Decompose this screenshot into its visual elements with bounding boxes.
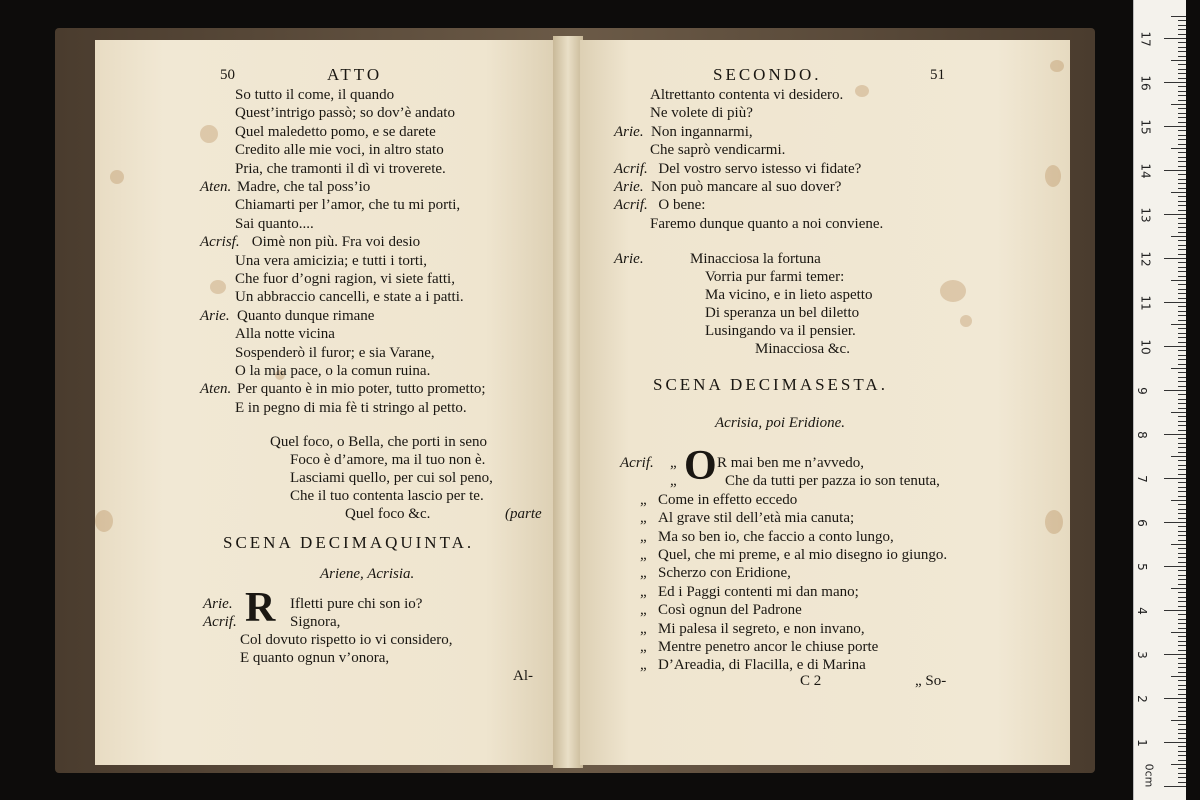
verse-line: Alla notte vicina bbox=[235, 326, 335, 343]
ruler-tick bbox=[1178, 614, 1186, 615]
ruler-tick bbox=[1178, 174, 1186, 175]
ruler-tick bbox=[1178, 56, 1186, 57]
ruler-tick bbox=[1178, 636, 1186, 637]
ruler-tick bbox=[1164, 786, 1186, 787]
ruler-tick bbox=[1164, 38, 1186, 39]
verse-line: Ne volete di più? bbox=[650, 105, 753, 122]
ruler-tick bbox=[1178, 333, 1186, 334]
ruler-tick bbox=[1164, 522, 1186, 523]
ruler-tick bbox=[1164, 302, 1186, 303]
ruler-tick bbox=[1178, 311, 1186, 312]
verse-line: Quel, che mi preme, e al mio disegno io giungo. bbox=[658, 547, 948, 563]
ruler-tick bbox=[1178, 20, 1186, 21]
ruler-tick bbox=[1171, 148, 1186, 149]
quote-mark: „ bbox=[640, 602, 647, 619]
verse-line: Ma so ben io, che faccio a conto lungo, bbox=[658, 528, 894, 545]
ruler-tick bbox=[1164, 82, 1186, 83]
ruler-tick bbox=[1178, 694, 1186, 695]
ruler-tick bbox=[1178, 386, 1186, 387]
ruler-tick bbox=[1178, 135, 1186, 136]
ruler-tick bbox=[1171, 104, 1186, 105]
quote-mark: „ bbox=[640, 565, 647, 582]
ruler-tick bbox=[1178, 267, 1186, 268]
ruler-tick bbox=[1164, 698, 1186, 699]
ruler-tick bbox=[1178, 663, 1186, 664]
ruler-tick bbox=[1178, 196, 1186, 197]
ruler-tick bbox=[1178, 276, 1186, 277]
ruler-tick bbox=[1178, 738, 1186, 739]
ruler-tick bbox=[1178, 42, 1186, 43]
ruler-tick bbox=[1178, 320, 1186, 321]
ruler-tick bbox=[1178, 430, 1186, 431]
ruler-tick bbox=[1178, 465, 1186, 466]
ruler-tick bbox=[1178, 364, 1186, 365]
ruler-tick bbox=[1178, 535, 1186, 536]
ruler-tick bbox=[1178, 183, 1186, 184]
ruler-tick bbox=[1164, 610, 1186, 611]
ruler-tick bbox=[1178, 773, 1186, 774]
ruler-tick bbox=[1171, 192, 1186, 193]
ruler-tick bbox=[1178, 496, 1186, 497]
speaker-label: Arie. bbox=[614, 123, 644, 140]
page-number: 51 bbox=[930, 67, 945, 83]
ruler-number: 16 bbox=[1138, 75, 1153, 91]
ruler-tick bbox=[1178, 218, 1186, 219]
verse-line: O la mia pace, o la comun ruina. bbox=[235, 363, 431, 379]
scene-title: SCENA DECIMAQUINTA. bbox=[223, 533, 475, 552]
quote-mark: „ bbox=[640, 491, 647, 508]
ruler-number: 9 bbox=[1134, 387, 1149, 395]
ruler-tick bbox=[1178, 526, 1186, 527]
ruler-tick bbox=[1178, 606, 1186, 607]
ruler-tick bbox=[1178, 64, 1186, 65]
verse-line: Non ingannarmi, bbox=[651, 123, 753, 140]
verse-line: Che fuor d’ogni ragion, vi siete fatti, bbox=[235, 271, 455, 287]
ruler-tick bbox=[1178, 289, 1186, 290]
ruler-number: 14 bbox=[1138, 163, 1153, 179]
ruler-tick bbox=[1178, 447, 1186, 448]
quote-mark: „ bbox=[640, 547, 647, 563]
ruler-tick bbox=[1178, 504, 1186, 505]
ruler-number: 4 bbox=[1134, 607, 1149, 615]
quote-mark: „ bbox=[640, 620, 647, 637]
quote-mark: „ bbox=[670, 455, 677, 471]
verse-line: Che da tutti per pazza io son tenuta, bbox=[725, 473, 940, 490]
ruler-tick bbox=[1178, 232, 1186, 233]
ruler-tick bbox=[1178, 95, 1186, 96]
catchword: „ So- bbox=[915, 673, 947, 689]
ruler-tick bbox=[1171, 632, 1186, 633]
running-head: ATTO bbox=[327, 65, 383, 84]
verse-line: Una vera amicizia; e tutti i torti, bbox=[235, 252, 428, 269]
verse-line: Così ognun del Padrone bbox=[658, 602, 802, 619]
ruler-tick bbox=[1178, 557, 1186, 558]
ruler-tick bbox=[1178, 51, 1186, 52]
ruler-tick bbox=[1178, 579, 1186, 580]
ruler-tick bbox=[1178, 575, 1186, 576]
ruler-tick bbox=[1178, 592, 1186, 593]
ruler-tick bbox=[1178, 540, 1186, 541]
ruler-tick bbox=[1178, 29, 1186, 30]
ruler-tick bbox=[1178, 729, 1186, 730]
ruler-number: 3 bbox=[1134, 651, 1149, 659]
ruler-number: 15 bbox=[1138, 119, 1153, 135]
exit-direction: (parte bbox=[505, 506, 542, 522]
ruler-tick bbox=[1178, 122, 1186, 123]
ruler-tick bbox=[1171, 764, 1186, 765]
ruler-tick bbox=[1178, 399, 1186, 400]
ruler-tick bbox=[1178, 645, 1186, 646]
aria-line: Lusingando va il pensier. bbox=[705, 323, 856, 339]
drop-cap: R bbox=[245, 585, 276, 631]
ruler-tick bbox=[1171, 368, 1186, 369]
ruler-tick bbox=[1178, 416, 1186, 417]
quote-mark: „ bbox=[640, 583, 647, 600]
ruler-tick bbox=[1178, 179, 1186, 180]
ruler-tick bbox=[1178, 188, 1186, 189]
ruler-tick bbox=[1178, 782, 1186, 783]
right-page bbox=[580, 40, 1070, 765]
verse-line: Un abbraccio cancelli, e state a i patti. bbox=[235, 289, 464, 306]
ruler-unit-label: 0cm bbox=[1142, 763, 1156, 788]
quote-mark: „ bbox=[640, 528, 647, 545]
ruler-tick bbox=[1178, 518, 1186, 519]
ruler-tick bbox=[1178, 73, 1186, 74]
ruler-tick bbox=[1171, 16, 1186, 17]
ruler-tick bbox=[1171, 588, 1186, 589]
aria-line: Vorria pur farmi temer: bbox=[705, 269, 845, 285]
quote-mark: „ bbox=[640, 657, 647, 674]
ruler-tick bbox=[1171, 324, 1186, 325]
verse-line: So tutto il come, il quando bbox=[235, 87, 395, 103]
quote-mark: „ bbox=[640, 510, 647, 527]
ruler-tick bbox=[1178, 355, 1186, 356]
ruler-tick bbox=[1178, 113, 1186, 114]
ruler-number: 10 bbox=[1138, 339, 1153, 355]
ruler-tick bbox=[1178, 293, 1186, 294]
ruler-tick bbox=[1178, 425, 1186, 426]
ruler-tick bbox=[1178, 760, 1186, 761]
ruler-tick bbox=[1178, 658, 1186, 659]
verse-line: Signora, bbox=[290, 614, 341, 630]
ruler-tick bbox=[1178, 25, 1186, 26]
ruler-tick bbox=[1178, 144, 1186, 145]
speaker-label: Aten. bbox=[200, 179, 232, 195]
ruler-tick bbox=[1178, 641, 1186, 642]
ruler-tick bbox=[1178, 152, 1186, 153]
ruler-tick bbox=[1178, 733, 1186, 734]
ruler-number: 8 bbox=[1134, 431, 1149, 439]
ruler-tick bbox=[1178, 680, 1186, 681]
verse-line: E quanto ognun v’onora, bbox=[240, 650, 390, 666]
quote-mark: „ bbox=[640, 639, 647, 655]
ruler-number: 13 bbox=[1138, 207, 1153, 223]
ruler-tick bbox=[1178, 381, 1186, 382]
ruler-tick bbox=[1178, 619, 1186, 620]
ruler-tick bbox=[1164, 390, 1186, 391]
ruler-tick bbox=[1178, 249, 1186, 250]
ruler-tick bbox=[1164, 346, 1186, 347]
ruler-tick bbox=[1178, 315, 1186, 316]
drop-cap: O bbox=[684, 443, 717, 489]
ruler-tick bbox=[1178, 205, 1186, 206]
ruler-tick bbox=[1178, 650, 1186, 651]
ruler-tick bbox=[1178, 509, 1186, 510]
ruler-tick bbox=[1178, 562, 1186, 563]
ruler-tick bbox=[1164, 654, 1186, 655]
verse-line: Quanto dunque rimane bbox=[237, 307, 375, 324]
ruler-tick bbox=[1178, 746, 1186, 747]
verse-line: Sai quanto.... bbox=[235, 215, 314, 232]
page-number: 50 bbox=[220, 67, 235, 83]
verse-line: Quest’intrigo passò; so dov’è andato bbox=[235, 105, 455, 122]
ruler-tick bbox=[1178, 716, 1186, 717]
ruler-tick bbox=[1178, 342, 1186, 343]
ruler-number: 6 bbox=[1134, 519, 1149, 527]
ruler-tick bbox=[1178, 298, 1186, 299]
verse-line: D’Areadia, di Flacilla, e di Marina bbox=[658, 657, 866, 674]
scene-characters: Acrisia, poi Eridione. bbox=[715, 415, 845, 431]
verse-line: Mi palesa il segreto, e non invano, bbox=[658, 620, 865, 637]
ruler-tick bbox=[1178, 570, 1186, 571]
ruler-tick bbox=[1178, 584, 1186, 585]
verse-line: Mentre penetro ancor le chiuse porte bbox=[658, 639, 879, 655]
verse-line: Per quanto è in mio poter, tutto prometto; bbox=[237, 381, 486, 398]
ruler-tick bbox=[1164, 126, 1186, 127]
verse-line: Scherzo con Eridione, bbox=[658, 565, 791, 582]
ruler-tick bbox=[1178, 34, 1186, 35]
ruler-tick bbox=[1178, 474, 1186, 475]
ruler-tick bbox=[1178, 91, 1186, 92]
verse-line: Ed i Paggi contenti mi dan mano; bbox=[658, 583, 859, 600]
ruler-tick bbox=[1164, 742, 1186, 743]
speaker-label: Acrisf. bbox=[200, 234, 240, 251]
verse-line: O bene: bbox=[658, 197, 706, 214]
aria-line: Foco è d’amore, ma il tuo non è. bbox=[290, 452, 486, 468]
scene-title: SCENA DECIMASESTA. bbox=[653, 375, 888, 394]
verse-line: Oimè non più. Fra voi desio bbox=[251, 234, 421, 251]
aria-line: Minacciosa &c. bbox=[755, 341, 850, 357]
ruler-tick bbox=[1178, 768, 1186, 769]
ruler-tick bbox=[1178, 306, 1186, 307]
ruler-tick bbox=[1178, 377, 1186, 378]
ruler-tick bbox=[1178, 667, 1186, 668]
aria-line: Minacciosa la fortuna bbox=[690, 251, 821, 267]
quote-mark: „ bbox=[670, 473, 677, 490]
ruler-tick bbox=[1178, 597, 1186, 598]
ruler-tick bbox=[1178, 777, 1186, 778]
ruler-tick bbox=[1178, 350, 1186, 351]
ruler-tick bbox=[1178, 117, 1186, 118]
ruler-tick bbox=[1171, 60, 1186, 61]
ruler-tick bbox=[1178, 78, 1186, 79]
ruler-tick bbox=[1171, 456, 1186, 457]
speaker-label: Arie. bbox=[614, 179, 644, 195]
ruler-tick bbox=[1178, 227, 1186, 228]
ruler-tick bbox=[1178, 460, 1186, 461]
ruler-tick bbox=[1171, 720, 1186, 721]
speaker-label: Acrif. bbox=[203, 614, 237, 630]
ruler-tick bbox=[1178, 689, 1186, 690]
ruler-tick bbox=[1178, 157, 1186, 158]
verse-line: Come in effetto eccedo bbox=[658, 491, 798, 508]
ruler-tick bbox=[1178, 408, 1186, 409]
ruler-tick bbox=[1178, 482, 1186, 483]
ruler-tick bbox=[1178, 100, 1186, 101]
left-page bbox=[95, 40, 555, 765]
ruler-tick bbox=[1171, 544, 1186, 545]
ruler-tick bbox=[1178, 210, 1186, 211]
ruler-tick bbox=[1178, 245, 1186, 246]
ruler-tick bbox=[1178, 161, 1186, 162]
ruler-tick bbox=[1178, 672, 1186, 673]
ruler-tick bbox=[1178, 328, 1186, 329]
ruler-tick bbox=[1164, 566, 1186, 567]
ruler-tick bbox=[1178, 284, 1186, 285]
speaker-label: Arie. bbox=[200, 307, 230, 324]
speaker-label: Aten. bbox=[200, 381, 232, 398]
scene-characters: Ariene, Acrisia. bbox=[320, 566, 415, 582]
ruler-tick bbox=[1164, 170, 1186, 171]
ruler-tick bbox=[1178, 223, 1186, 224]
ruler-tick bbox=[1178, 438, 1186, 439]
verse-line: Faremo dunque quanto a noi conviene. bbox=[650, 215, 884, 232]
ruler-tick bbox=[1178, 707, 1186, 708]
ruler-tick bbox=[1178, 491, 1186, 492]
aria-line: Di speranza un bel diletto bbox=[705, 305, 860, 321]
ruler-tick bbox=[1178, 702, 1186, 703]
ruler-tick bbox=[1178, 166, 1186, 167]
ruler-tick bbox=[1178, 254, 1186, 255]
ruler-tick bbox=[1178, 262, 1186, 263]
ruler-tick bbox=[1178, 553, 1186, 554]
ruler-number: 2 bbox=[1134, 695, 1149, 703]
ruler-number: 5 bbox=[1134, 563, 1149, 571]
signature-mark: C 2 bbox=[800, 673, 822, 689]
speaker-label: Acrif. bbox=[614, 160, 648, 177]
ruler-tick bbox=[1178, 531, 1186, 532]
ruler-tick bbox=[1178, 240, 1186, 241]
aria-line: Quel foco, o Bella, che porti in seno bbox=[270, 434, 488, 450]
speaker-label: Arie. bbox=[203, 596, 233, 612]
ruler-tick bbox=[1171, 412, 1186, 413]
ruler-tick bbox=[1178, 271, 1186, 272]
verse-line: Madre, che tal poss’io bbox=[237, 179, 371, 195]
ruler-number: 11 bbox=[1138, 295, 1153, 311]
ruler-tick bbox=[1178, 685, 1186, 686]
ruler-tick bbox=[1178, 201, 1186, 202]
ruler-tick bbox=[1178, 108, 1186, 109]
ruler-tick bbox=[1178, 403, 1186, 404]
ruler-number: 12 bbox=[1138, 251, 1153, 267]
verse-line: R mai ben me n’avvedo, bbox=[717, 455, 865, 471]
ruler-tick bbox=[1178, 513, 1186, 514]
ruler-tick bbox=[1178, 628, 1186, 629]
verse-line: E in pegno di mia fè ti stringo al petto. bbox=[235, 399, 467, 416]
ruler-tick bbox=[1178, 751, 1186, 752]
verse-line: Del vostro servo istesso vi fidate? bbox=[658, 160, 862, 177]
ruler-tick bbox=[1178, 372, 1186, 373]
ruler-tick bbox=[1178, 337, 1186, 338]
ruler-number: 1 bbox=[1134, 739, 1149, 747]
ruler-number: 17 bbox=[1138, 31, 1153, 47]
ruler-tick bbox=[1178, 421, 1186, 422]
verse-line: Col dovuto rispetto io vi considero, bbox=[240, 632, 453, 648]
verse-line: Quel maledetto pomo, e se darete bbox=[235, 123, 436, 140]
verse-line: Sospenderò il furor; e sia Varane, bbox=[235, 344, 435, 361]
ruler-tick bbox=[1171, 236, 1186, 237]
ruler-tick bbox=[1164, 434, 1186, 435]
ruler-tick bbox=[1178, 394, 1186, 395]
verse-line: Al grave stil dell’età mia canuta; bbox=[658, 510, 855, 527]
ruler-tick bbox=[1178, 469, 1186, 470]
verse-line: Chiamarti per l’amor, che tu mi porti, bbox=[235, 197, 461, 214]
ruler-tick bbox=[1171, 676, 1186, 677]
speaker-label: Acrif. bbox=[614, 197, 648, 214]
verse-line: Pria, che tramonti il dì vi troverete. bbox=[235, 160, 446, 177]
verse-line: Ifletti pure chi son io? bbox=[290, 596, 423, 612]
aria-line: Quel foco &c. bbox=[345, 506, 431, 522]
ruler-tick bbox=[1178, 487, 1186, 488]
ruler-tick bbox=[1178, 86, 1186, 87]
ruler-number: 7 bbox=[1134, 475, 1149, 483]
ruler-tick bbox=[1164, 258, 1186, 259]
ruler-tick bbox=[1178, 711, 1186, 712]
ruler-tick bbox=[1178, 359, 1186, 360]
ruler-tick bbox=[1178, 623, 1186, 624]
verse-line: Che saprò vendicarmi. bbox=[650, 142, 786, 159]
aria-line: Che il tuo contenta lascio per te. bbox=[290, 488, 484, 504]
speaker-label: Acrif. bbox=[620, 455, 654, 471]
verse-line: Non può mancare al suo dover? bbox=[651, 179, 842, 195]
measuring-ruler bbox=[1133, 0, 1186, 800]
aria-line: Ma vicino, e in lieto aspetto bbox=[705, 287, 873, 303]
ruler-tick bbox=[1178, 69, 1186, 70]
ruler-tick bbox=[1171, 500, 1186, 501]
ruler-tick bbox=[1164, 214, 1186, 215]
running-head: SECONDO. bbox=[713, 65, 822, 84]
aria-line: Lasciami quello, per cui sol peno, bbox=[290, 470, 493, 486]
ruler-tick bbox=[1178, 47, 1186, 48]
ruler-tick bbox=[1178, 601, 1186, 602]
book-gutter bbox=[553, 36, 583, 768]
ruler-tick bbox=[1178, 755, 1186, 756]
ruler-tick bbox=[1178, 443, 1186, 444]
ruler-tick bbox=[1178, 130, 1186, 131]
verse-line: Altrettanto contenta vi desidero. bbox=[650, 87, 844, 103]
ruler-tick bbox=[1178, 452, 1186, 453]
catchword: Al- bbox=[513, 668, 533, 684]
ruler-tick bbox=[1178, 139, 1186, 140]
speaker-label: Arie. bbox=[614, 251, 644, 267]
ruler-tick bbox=[1178, 548, 1186, 549]
ruler-tick bbox=[1164, 478, 1186, 479]
ruler-tick bbox=[1178, 724, 1186, 725]
verse-line: Credito alle mie voci, in altro stato bbox=[235, 142, 444, 159]
ruler-tick bbox=[1171, 280, 1186, 281]
